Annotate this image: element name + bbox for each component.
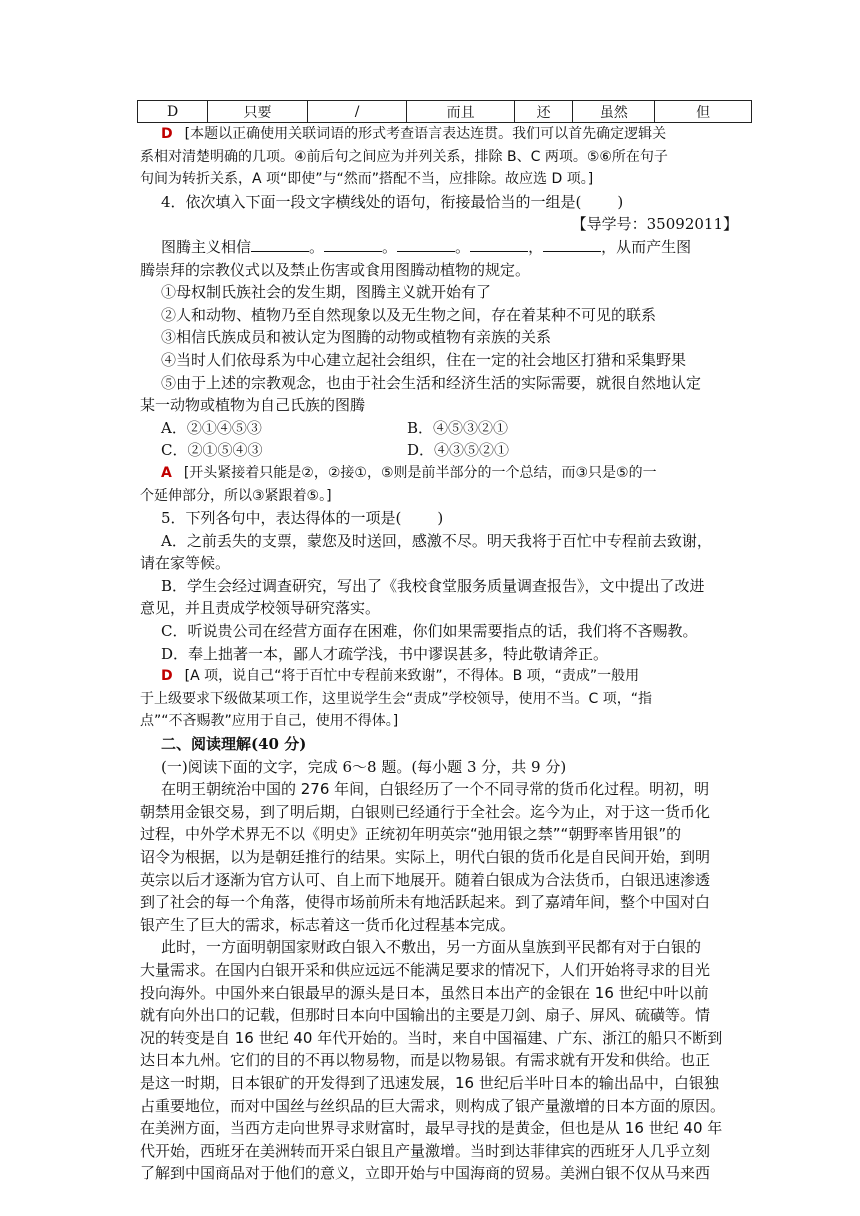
option-d: D．④③⑤②① — [407, 441, 510, 460]
q5-option-a-cont: 请在家等候。 — [140, 554, 231, 573]
q4-explanation: A [开头紧接着只能是②，②接①，⑤则是前半部分的一个总结，而③只是⑤的一 — [161, 464, 657, 481]
q5-option-d: D．奉上拙著一本，鄙人才疏学浅，书中谬误甚多，特此敬请斧正。 — [161, 644, 609, 663]
q4-item-cont: 某一动物或植物为自己氏族的图腾 — [140, 396, 366, 415]
table-cell: 只要 — [208, 101, 308, 123]
table-cell: 但 — [655, 101, 752, 123]
option-c: C．②①⑤④③ — [161, 441, 263, 460]
blank-line — [251, 237, 309, 252]
table-cell: 虽然 — [573, 101, 655, 123]
guide-number: 【导学号：35092011】 — [571, 215, 738, 234]
explanation-line: 系相对清楚明确的几项。④前后句之间应为并列关系，排除 B、C 两项。⑤⑥所在句子 — [140, 148, 668, 165]
q4-item: ①母权制氏族社会的发生期，图腾主义就开始有了 — [161, 283, 492, 302]
answer-letter: D — [161, 668, 173, 685]
q4-passage-cont: 腾崇拜的宗教仪式以及禁止伤害或食用图腾动植物的规定。 — [140, 260, 531, 279]
explanation-line: 于上级要求下级做某项工作，这里说学生会“责成”学校领导，使用不当。C 项，“指 — [140, 690, 652, 707]
answer-letter: A — [161, 464, 172, 481]
section-subtitle: (一)阅读下面的文字，完成 6～8 题。(每小题 3 分，共 9 分) — [161, 757, 567, 776]
reading-paragraph-2: 此时，一方面明朝国家财政白银入不敷出，另一方面从皇族到平民都有对于白银的 大量需求。在国内白银开采和供应远远不能满足要求的情况下，人们开始将寻求的目光 投向海外。中国外来白银最早的源头是日本，虽然日本出产的金银在 16 世纪中叶以前 就有向外出口的记载，但那时日本向中国输出的主要是刀剑、扇子、屏风、硫磺等。情 况的转变是自 16 世纪 40 年代开始的。当时，来自中国福建、广东、浙江的船只不断到 达日本九州。它们的目的不再以物易物，而是以物易银。有需求就有开发和供给。也正 是这一时期，日本银矿的开发得到了迅速发展，16 世纪后半叶日本的输出品中，白银独 占重要地位，而对中国丝与丝织品的巨大需求，则构成了银产量激增的日本方面的原因。 在美洲方面，当西方走向世界寻求财富时，最早寻找的是黄金，但也是从 16 世纪 40 年 代开始，西班牙在美洲转而开采白银且产量激增。当时到达菲律宾的西班牙人几乎立刻 了解到中国商品对于他们的意义，立即开始与中国海商的贸易。美洲白银不仅从马来西 — [140, 938, 726, 1183]
blank-line — [543, 237, 601, 252]
q4-stem: 4．依次填入下面一段文字横线处的语句，衔接最恰当的一组是( ) — [161, 192, 624, 211]
explanation-line: 个延伸部分，所以③紧跟着⑤。] — [140, 487, 332, 504]
q5-option-c: C．听说贵公司在经营方面存在困难，你们如果需要指点的话，我们将不吝赐教。 — [161, 622, 698, 641]
q5-stem: 5．下列各句中，表达得体的一项是( ) — [161, 509, 444, 528]
q5-option-a: A．之前丢失的支票，蒙您及时送回，感激不尽。明天我将于百忙中专程前去致谢， — [161, 531, 712, 550]
table-row — [138, 101, 752, 123]
table-cell: 而且 — [407, 101, 515, 123]
table-cell: 还 — [514, 101, 572, 123]
document-page — [140, 100, 738, 1185]
section-title: 二、阅读理解(40 分) — [161, 735, 307, 754]
q4-options-row — [140, 439, 738, 462]
blank-line — [397, 237, 455, 252]
q4-item: ②人和动物、植物乃至自然现象以及无生物之间，存在着某种不可见的联系 — [161, 305, 657, 324]
blank-line — [470, 237, 528, 252]
option-b: B．④⑤③②① — [407, 418, 509, 437]
q4-item: ③相信氏族成员和被认定为图腾的动物或植物有亲族的关系 — [161, 328, 552, 347]
explanation-line: 点”“不吝赐教”应用于自己，使用不得体。] — [140, 713, 399, 730]
q4-passage: 图腾主义相信 。 。 。 ， ，从而产生图 — [161, 237, 692, 256]
q5-explanation: D [A 项，说自己“将于百忙中专程前来致谢”，不得体。B 项，“责成”一般用 — [161, 668, 640, 685]
answer-table — [137, 100, 752, 123]
explanation-line: 句间为转折关系，A 项“即使”与“然而”搭配不当，应排除。故应选 D 项。] — [140, 171, 594, 188]
reading-paragraph-1: 在明王朝统治中国的 276 年间，白银经历了一个不同寻常的货币化过程。明初，明 朝禁用金银交易，到了明后期，白银则已经通行于全社会。迄今为止，对于这一货币化 过程，中外学术界无不以《明史》正统初年明英宗“弛用银之禁”“朝野率皆用银”的 诏令为根据，以为是朝廷推行的结果。实际上，明代白银的货币化是自民间开始，到明 英宗以后才逐渐为官方认可、自上而下地展开。随着白银成为合法货币，白银迅速渗透 到了社会的每一个角落，使得市场前所未有地活跃起来。到了嘉靖年间，整个中国对白 银产生了巨大的需求，标志着这一货币化过程基本完成。 — [140, 780, 711, 934]
blank-line — [324, 237, 382, 252]
q5-option-b-cont: 意见，并且责成学校领导研究落实。 — [140, 599, 381, 618]
option-a: A．②①④⑤③ — [161, 418, 262, 437]
table-cell: / — [307, 101, 407, 123]
table-cell: D — [138, 101, 208, 123]
q4-item: ④当时人们依母系为中心建立起社会组织，住在一定的社会地区打猎和采集野果 — [161, 350, 687, 369]
q5-option-b: B．学生会经过调查研究，写出了《我校食堂服务质量调查报告》，文中提出了改进 — [161, 576, 705, 595]
q4-options-row — [140, 417, 738, 440]
q4-item: ⑤由于上述的宗教观念，也由于社会生活和经济生活的实际需要，就很自然地认定 — [161, 373, 702, 392]
answer-letter: D — [161, 126, 173, 142]
q3-explanation: D [本题以正确使用关联词语的形式考查语言表达连贯。我们可以首先确定逻辑关 — [161, 126, 667, 142]
